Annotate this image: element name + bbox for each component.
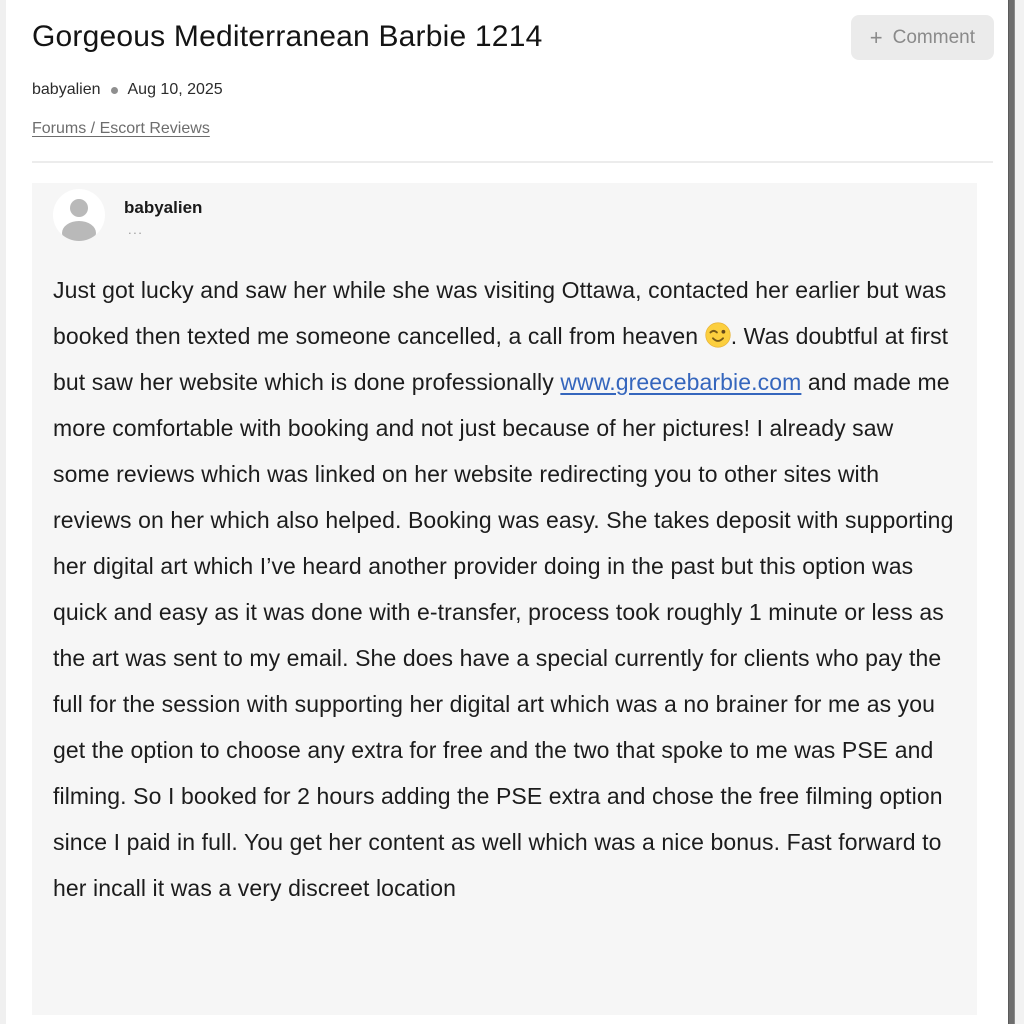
post-card xyxy=(32,183,977,1015)
post-username[interactable]: babyalien xyxy=(124,198,203,217)
scrollbar[interactable] xyxy=(1008,0,1015,1024)
post-meta-ellipsis: ... xyxy=(128,222,144,237)
window-right-gutter xyxy=(1015,0,1024,1024)
divider xyxy=(32,161,993,163)
person-icon xyxy=(53,189,105,241)
forum-thread-page xyxy=(32,0,994,1015)
window-left-edge xyxy=(0,0,6,1024)
avatar[interactable] xyxy=(53,189,105,241)
post-body-part1: Just got lucky and saw her while she was visiting Ottawa, contacted her earlier but was booked then texted me someone cancelled, a call from heaven xyxy=(53,277,947,349)
comment-button-label: Comment xyxy=(892,26,975,48)
breadcrumb[interactable]: Forums / Escort Reviews xyxy=(32,120,210,137)
comment-button[interactable] xyxy=(851,15,994,60)
byline-author[interactable]: babyalien xyxy=(32,81,101,98)
post-body xyxy=(53,267,955,911)
winking-face-emoji xyxy=(705,322,731,348)
byline-date: Aug 10, 2025 xyxy=(127,81,223,98)
post-head xyxy=(53,189,955,241)
post-body-part2: . Was doubtful at first but saw her website which is done professionally xyxy=(53,323,949,395)
thread-header xyxy=(32,15,994,60)
website-link[interactable]: www.greecebarbie.com xyxy=(560,369,802,395)
post-head-meta xyxy=(124,189,202,241)
plus-icon: + xyxy=(869,24,883,50)
byline xyxy=(32,81,994,99)
post-body-part3: and made me more comfortable with booking and not just because of her pictures! I already saw some reviews which was linked on her website redirecting you to other sites with reviews on her which also helped. Booking was easy. She takes deposit with supporting her digital art which I’ve heard another provider doing in the past but this option was quick and easy as it was done with e-transfer, process took roughly 1 minute or less as the art was sent to my email. She does have a special currently for clients who pay the full for the session with supporting her digital art which was a no brainer for me as you get the option to choose any extra for free and the two that spoke to me was PSE and filming. So I booked for 2 hours adding the PSE extra and chose the free filming option since I paid in full. You get her content as well which was a nice bonus. Fast forward to her incall it was a very discreet location xyxy=(53,369,954,901)
page-title: Gorgeous Mediterranean Barbie 1214 xyxy=(32,20,543,53)
separator-dot-icon xyxy=(111,87,118,94)
